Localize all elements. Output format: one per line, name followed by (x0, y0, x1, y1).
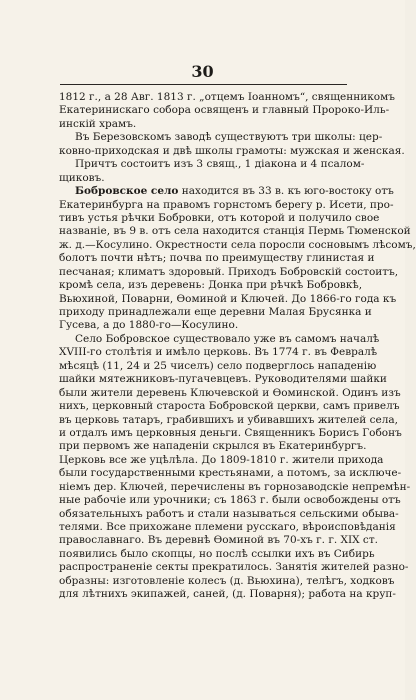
text-line: тивъ устья рѣчки Бобровки, отъ которой и получило свое (59, 211, 380, 224)
text-line: распространеніе секты прекратилось. Занятія жителей разно- (59, 561, 409, 574)
text-line: и отдалъ имъ церковныя деньги. Священникъ Борисъ Гобонъ (59, 426, 402, 439)
text-line: въ церковь татаръ, грабившихъ и убивавшихъ жителей села, (59, 413, 398, 426)
text-line: мѣсяцѣ (11, 24 и 25 чиселъ) село подверглось нападенію (59, 359, 377, 372)
text-line: Церковь все же уцѣлѣла. До 1809-1810 г. жители прихода (59, 453, 384, 466)
text-line: ніемъ дер. Ключей, перечислены въ горнозаводскіе непремѣн- (59, 480, 411, 493)
text-line: нихъ, церковный староста Бобровской церкви, самъ привелъ (59, 400, 400, 413)
text-line: кромѣ села, изъ деревень: Донка при рѣчкѣ Бобровкѣ, (59, 279, 363, 292)
text-line: Екатеринискаго собора освященъ и главный Пророко-Иль- (59, 104, 390, 117)
text-line: для лѣтнихъ экипажей, саней, (д. Поварня); работа на круп- (59, 588, 396, 601)
text-line: шайки мятежниковъ-пугачевцевъ. Руководителями шайки (59, 373, 387, 386)
body-text (59, 91, 416, 602)
text-line: при первомъ же нападеніи скрылся въ Екатеринбургъ. (59, 440, 367, 453)
text-line: Вьюхиной, Поварни, Ѳоминой и Ключей. До 1866-го года къ (59, 292, 397, 305)
text-line: 1812 г., а 28 Авг. 1813 г. „отцемъ Іоанномъ“, священникомъ (59, 91, 395, 103)
text-line: ковно-приходская и двѣ школы грамоты: мужская и женская. (59, 144, 405, 157)
text-line: приходу принадлежали еще деревни Малая Брусянка и (59, 306, 372, 318)
text-line: Причтъ состоитъ изъ 3 свящ., 1 діакона и 4 псалом- (75, 158, 365, 171)
text-line: щиковъ. (59, 171, 105, 184)
page-number: 30 (191, 62, 214, 81)
text-line: Гусева, а до 1880-го—Косулино. (59, 319, 239, 332)
text-line: болотъ почти нѣтъ; почва по преимуществу глинистая и (59, 252, 375, 265)
section-heading: Бобровское село (75, 185, 179, 198)
text-line (59, 185, 394, 198)
text-line: Екатеринбурга на правомъ горнстомъ берегу р. Исети, про- (59, 198, 394, 211)
text-line: появились было скопцы, но послѣ ссылки ихъ въ Сибирь (59, 547, 375, 560)
text-line: Село Бобровское существовало уже въ самомъ началѣ (75, 332, 380, 345)
text-line: Въ Березовскомъ заводѣ существуютъ три школы: цер- (75, 131, 383, 144)
text-line: были государственными крестьянами, а потомъ, за исключе- (59, 467, 402, 480)
text-line: православнаго. Въ деревнѣ Ѳоминой въ 70-хъ г. г. XIX ст. (59, 534, 378, 547)
text-line: инскій храмъ. (59, 117, 137, 130)
text-line: обязательныхъ работъ и стали называться сельскими обыва- (59, 507, 399, 520)
text-line: были жители деревень Ключевской и Ѳоминской. Одинъ изъ (59, 386, 401, 399)
text-line: песчаная; климатъ здоровый. Приходъ Бобровскій состоитъ, (59, 265, 399, 278)
text-line: телями. Все прихожане племени русскаго, вѣроисповѣданія (59, 521, 396, 533)
text-line: XVIII-го столѣтія и имѣло церковь. Въ 1774 г. въ Февралѣ (59, 346, 378, 359)
text-line: образны: изготовленіе колесъ (д. Вьюхина), телѣгъ, ходковъ (59, 574, 395, 587)
header-rule (60, 84, 347, 85)
text-line: ж. д.—Косулино. Окрестности села поросли сосновымъ лѣсомъ, (59, 238, 416, 251)
text-line: ные рабочіе или урочники; съ 1863 г. были освобождены отъ (59, 494, 401, 507)
text-line-rest: находится въ 33 в. къ юго-востоку отъ (178, 185, 394, 198)
text-line: названіе, въ 9 в. отъ села находится станція Пермь Тюменской (59, 225, 411, 238)
